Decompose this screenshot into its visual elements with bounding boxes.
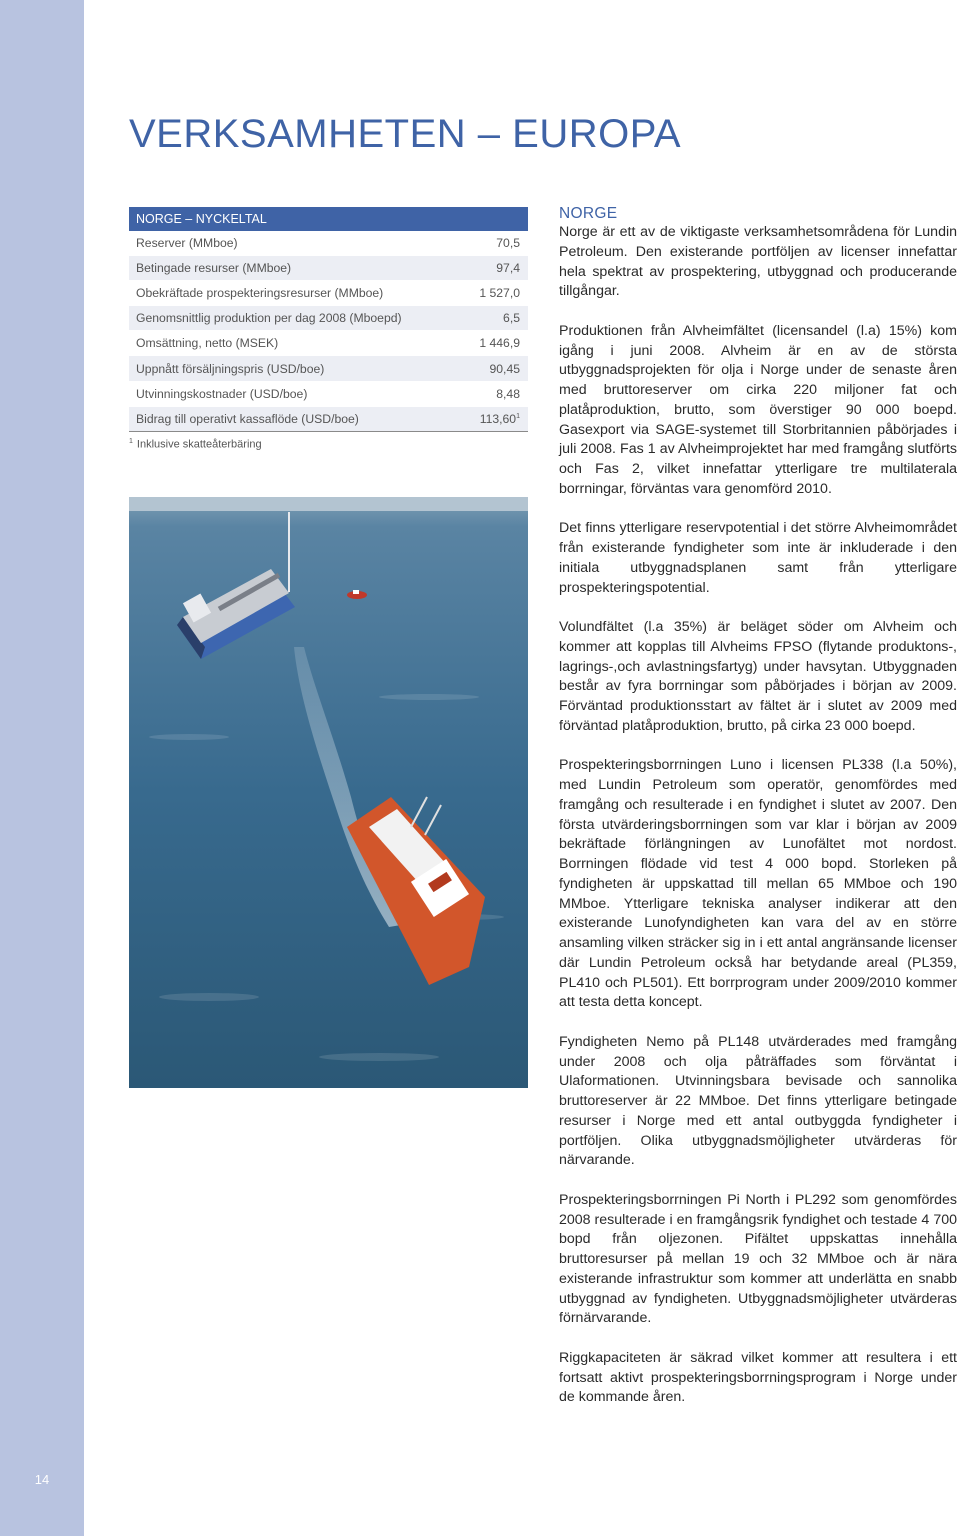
key-figure-label: Omsättning, netto (MSEK) (136, 336, 279, 351)
horizon-ice (129, 497, 528, 511)
key-figure-value: 6,5 (503, 311, 520, 326)
key-figure-value: 8,48 (496, 386, 520, 401)
body-paragraph: Prospekteringsborrningen Pi North i PL292 som genomfördes 2008 resulterade i en framgångsrik fyndighet och testade 4 700 bopd från oljezonen. Pifältet uppskattas innehålla bruttoresurser på mellan 19 och 32 MMboe och är nära existerande infrastruktur som kommer att underlätta en snabb utbyggnad av fyndigheten. Utbyggnadsmöjligheter utvärderas förnärvarande. (559, 1191, 957, 1327)
key-figure-label: Utvinningskostnader (USD/boe) (136, 386, 308, 401)
ships-at-sea-photo (129, 497, 528, 1088)
key-figure-row (129, 356, 528, 381)
key-figures-title: NORGE – NYCKELTAL (129, 207, 528, 231)
footnote-marker: 1 (516, 412, 520, 420)
key-figure-value: 70,5 (496, 236, 520, 251)
key-figure-label: Betingade resurser (MMboe) (136, 261, 292, 276)
key-figures-footnote (129, 438, 528, 451)
key-figure-row (129, 231, 528, 256)
left-margin-band (0, 0, 84, 1536)
key-figure-label: Genomsnittlig produktion per dag 2008 (Mboepd) (136, 311, 402, 326)
key-figure-value: 113,60$^1$ (479, 411, 520, 426)
key-figure-value: 90,45 (489, 361, 520, 376)
section-title-norge: NORGE (559, 205, 618, 222)
key-figure-row (129, 331, 528, 356)
body-paragraph: Prospekteringsborrningen Luno i licensen PL338 (l.a 50%), med Lundin Petroleum som operatör, genomfördes med framgång och resulterade i en fyndighet i slutet av 2007. Den första utvärderingsborrningen som var klar i början av 2009 bekräftade förlängningen av Lunofältet mot nordost. Borrningen flödade vid test 4 000 bopd. Storleken på fyndigheten är uppskattad till mellan 65 MMboe och 190 MMboe. Ytterligare tekniska analyser indikerar att den existerande Lunofyndigheten kan vara del av en större ansamling vilken sträcker sig in i ett antal angränsande licenser där Lundin Petroleum också har betydande areal (PL359, PL410 och PL501). Ett borrprogram under 2009/2010 kommer att testa detta koncept. (559, 757, 957, 1011)
page-number: 14 (34, 1472, 50, 1487)
key-figure-row (129, 306, 528, 331)
page-heading: VERKSAMHETEN – EUROPA (129, 112, 682, 156)
body-text-column (559, 204, 957, 1428)
body-paragraph: Fyndigheten Nemo på PL148 utvärderades med framgång under 2008 och olja påträffades som förväntat i Ulaformationen. Utvinningsbara bevisade och sannolika bruttoreserver är 22 MMboe. Det finns ytterligare betingade resurser i Norge med ett antal outbyggda fyndigheter i portföljen. Olika utbyggnadsmöjligheter utvärderas för närvarande. (559, 1033, 957, 1169)
body-paragraph: Det finns ytterligare reservpotential i det större Alvheimområdet från existerande fyndigheter som inte är inkluderade i den initiala utbyggnadsplanen samt från ytterligare prospekteringspotential. (559, 520, 957, 596)
key-figure-row (129, 382, 528, 407)
footnote-marker: 1 (129, 437, 133, 445)
body-paragraph: Norge är ett av de viktigaste verksamhetsområdena för Lundin Petroleum. Den existerande portföljen av licenser innefattar hela spektrat av prospektering, utbyggnad och producerande tillgångar. (559, 224, 957, 300)
key-figure-label: Reserver (MMboe) (136, 236, 238, 251)
footnote-text: Inklusive skatteåterbäring (136, 438, 262, 451)
body-paragraph: Volundfältet (l.a 35%) är beläget söder om Alvheim och kommer att kopplas till Alvheims FPSO (flytande produktons-, lagrings-,och avlastningsfartyg) under havsytan. Utbyggnaden består av fyra borrningar som påbörjades i början av 2009. Förväntad produktionsstart av fältet är i slutet av 2009 med förväntad platåproduktion, brutto, på cirka 23 000 boepd. (559, 619, 957, 734)
key-figure-value: 1 446,9 (479, 336, 520, 351)
key-figure-label: Obekräftade prospekteringsresurser (MMboe) (136, 286, 384, 301)
ships-photo-illustration (129, 497, 528, 1088)
key-figures-table (129, 207, 528, 450)
key-figure-value: 1 527,0 (479, 286, 520, 301)
key-figure-row (129, 407, 528, 432)
key-figure-row (129, 256, 528, 281)
body-paragraph: Produktionen från Alvheimfältet (licensandel (l.a) 15%) kom igång i juni 2008. Alvheim är en av de största utbyggnadsprojekten för olja i Norge under de senaste åren med bruttoreserver om cirka 220 miljoner fat och platåproduktion, brutto, som överstiger 90 000 boepd. Gasexport via SAGE-systemet till Storbritannien påbörjades i juli 2008. Fas 1 av Alvheimprojektet har med framgång slutförts och Fas 2, vilket innefattar ytterligare tre multilaterala borrningar, förväntas vara genomförd 2010. (559, 322, 957, 497)
key-figure-label: Uppnått försäljningspris (USD/boe) (136, 361, 325, 376)
body-paragraph: Riggkapaciteten är säkrad vilket kommer att resultera i ett fortsatt aktivt prospekteringsborrningsprogram i Norge under de kommande åren. (559, 1349, 957, 1406)
key-figure-value: 97,4 (496, 261, 520, 276)
key-figure-row (129, 281, 528, 306)
key-figure-label: Bidrag till operativt kassaflöde (USD/boe) (136, 411, 359, 426)
